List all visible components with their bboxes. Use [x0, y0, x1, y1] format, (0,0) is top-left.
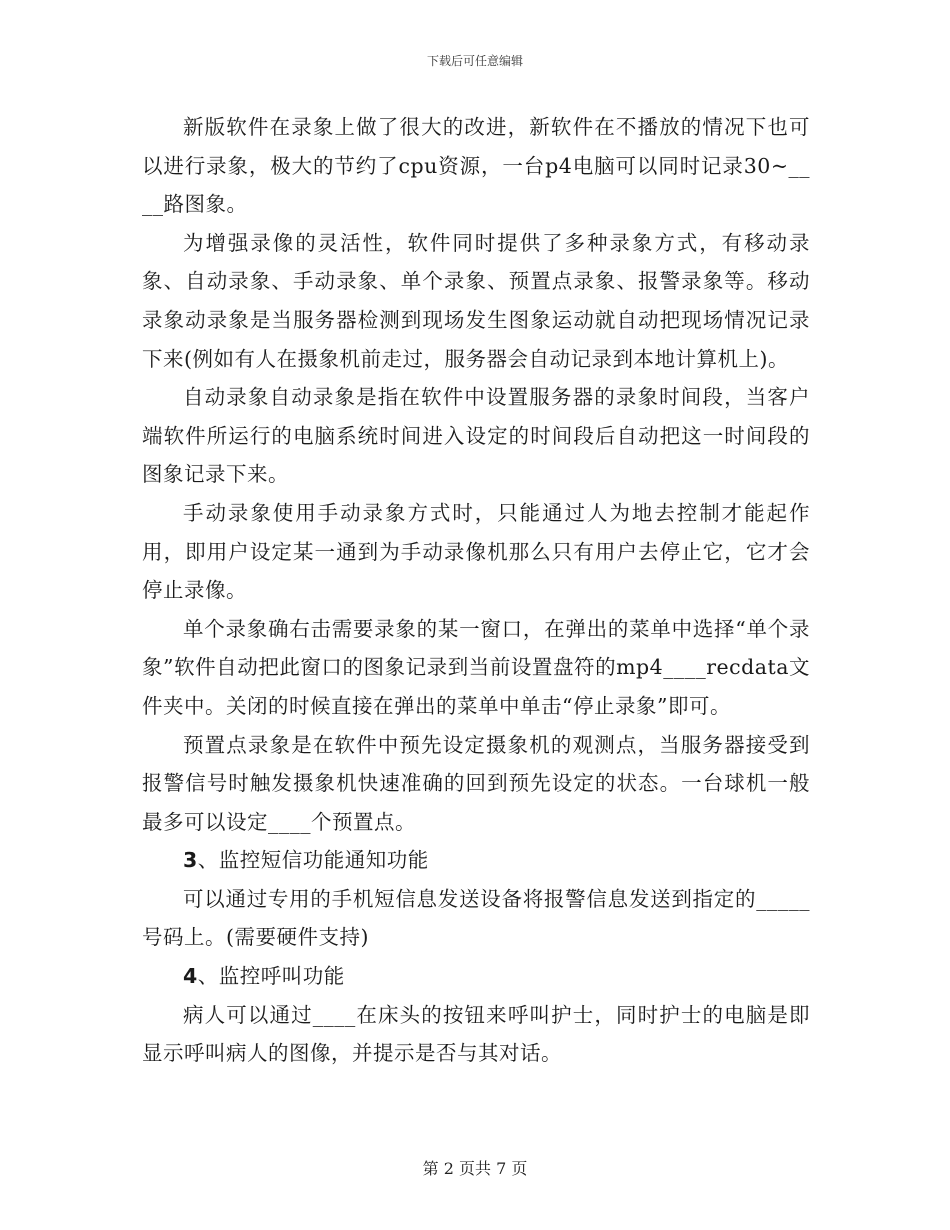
section-title: 、监控呼叫功能 — [197, 964, 345, 989]
page-header: 下载后可任意编辑 — [426, 54, 523, 68]
paragraph-manual-recording: 手动录象使用手动录象方式时，只能通过人为地去控制才能起作用，即用户设定某一通到为手动录像机那么只有用户去停止它，它才会停止录像。 — [142, 500, 810, 603]
document-body — [142, 108, 810, 1073]
paragraph-auto-recording: 自动录象自动录象是指在软件中设置服务器的录象时间段，当客户端软件所运行的电脑系统时间进入设定的时间段后自动把这一时间段的图象记录下来。 — [142, 385, 810, 487]
paragraph-sms: 可以通过专用的手机短信息发送设备将报警信息发送到指定的_____号码上。(需要硬件支持) — [142, 886, 810, 950]
section-number: 4 — [183, 964, 198, 989]
paragraph-recording-improvement: 新版软件在录象上做了很大的改进，新软件在不播放的情况下也可以进行录象，极大的节约了cpu资源，一台p4电脑可以同时记录30~____路图象。 — [142, 115, 810, 217]
paragraph-single-recording: 单个录象确右击需要录象的某一窗口，在弹出的菜单中选择“单个录象”软件自动把此窗口的图象记录到当前设置盘符的mp4____recdata文件夹中。关闭的时候直接在弹出的菜单中单击“停止录象”即可。 — [142, 616, 810, 718]
section-heading-call — [142, 957, 810, 996]
section-heading-sms — [142, 841, 810, 880]
section-number: 3 — [183, 848, 198, 873]
section-title: 、监控短信功能通知功能 — [197, 848, 429, 873]
paragraph-recording-modes: 为增强录像的灵活性，软件同时提供了多种录象方式，有移动录象、自动录象、手动录象、单个录象、预置点录象、报警录象等。移动录象动录象是当服务器检测到现场发生图象运动就自动把现场情况记录下来(例如有人在摄象机前走过，服务器会自动记录到本地计算机上)。 — [142, 230, 810, 371]
paragraph-call: 病人可以通过____在床头的按钮来呼叫护士，同时护士的电脑是即显示呼叫病人的图像，并提示是否与其对话。 — [142, 1002, 810, 1066]
page-footer: 第 2 页共 7 页 — [422, 1159, 528, 1178]
paragraph-preset-recording: 预置点录象是在软件中预先设定摄象机的观测点，当服务器接受到报警信号时触发摄象机快速准确的回到预先设定的状态。一台球机一般最多可以设定____个预置点。 — [142, 732, 810, 834]
